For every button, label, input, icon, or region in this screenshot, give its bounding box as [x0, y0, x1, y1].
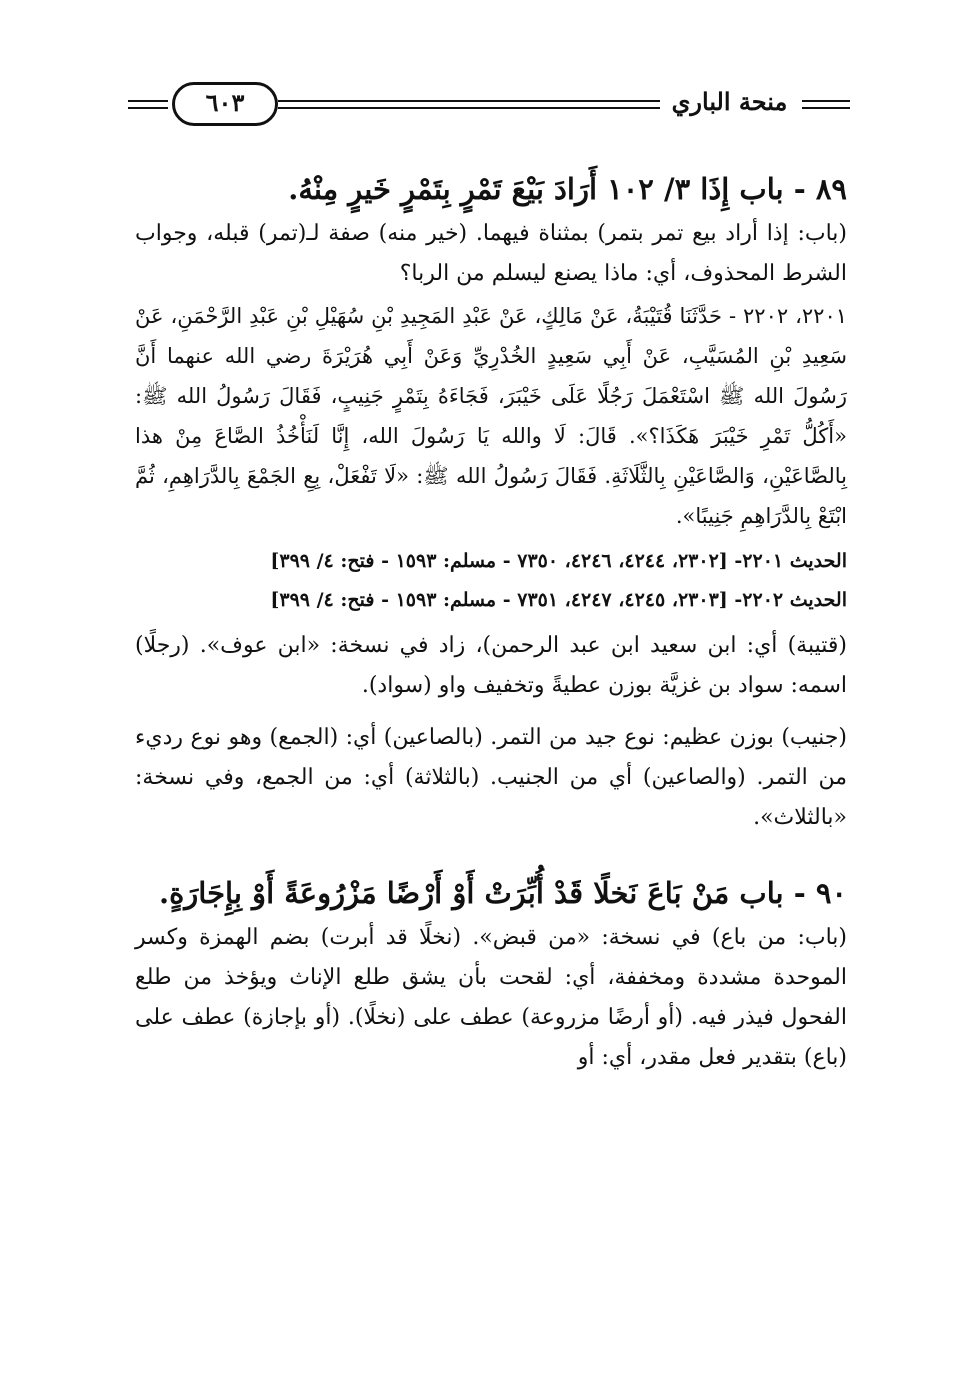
- hadith-text: ٢٢٠١، ٢٢٠٢ - حَدَّثَنَا قُتَيْبَةُ، عَنْ مَالِكٍ، عَنْ عَبْدِ المَجِيدِ بْنِ سُهَيْلِ بْنِ عَبْدِ الرَّحْمَنِ، عَنْ سَعِيدِ بْنِ المُسَيَّبِ، عَنْ أَبِي سَعِيدٍ الخُدْرِيِّ وَعَنْ أَبِي هُرَيْرَةَ رضي الله عنهما أَنَّ رَسُولَ الله ﷺ اسْتَعْمَلَ رَجُلًا عَلَى خَيْبَرَ، فَجَاءَهُ بِتَمْرٍ جَنِيبٍ، فَقَالَ رَسُولُ الله ﷺ: «أَكُلُّ تَمْرِ خَيْبَرَ هَكَذَا؟». قَالَ: لَا والله يَا رَسُولَ الله، إِنَّا لَنَأْخُذُ الصَّاعَ مِنْ هذا بِالصَّاعَيْنِ، وَالصَّاعَيْنِ بِالثَّلَاثَةِ. فَقَالَ رَسُولُ الله ﷺ: «لَا تَفْعَلْ، بِعِ الجَمْعَ بِالدَّرَاهِمِ، ثُمَّ ابْتَعْ بِالدَّرَاهِمِ جَنِيبًا».: [135, 304, 848, 528]
- section-gap: [135, 838, 847, 868]
- header-rule-left: [128, 100, 168, 109]
- header-rule-right: [802, 100, 850, 109]
- hadith-references: [135, 542, 847, 620]
- chapter-89-commentary: (باب: إذا أراد بيع تمر بتمر) بمثناة فيهما. (خير منه) صفة لـ(تمر) قبله، وجواب الشرط المحذوف، أي: ماذا يصنع ليسلم من الربا؟: [135, 221, 847, 286]
- hadith-ref-2202: الحديث ٢٢٠٢- [٢٣٠٣، ٤٢٤٥، ٤٢٤٧، ٧٣٥١ - مسلم: ١٥٩٣ - فتح: ٤/ ٣٩٩]: [270, 589, 847, 611]
- chapter-90-commentary: (باب: من باع) في نسخة: «من قبض». (نخلًا قد أبرت) بضم الهمزة وكسر الموحدة مشددة ومخففة، أي: لقحت بأن يشق طلع الإناث ويؤخذ من طلع الفحول فيذر فيه. (أو أرضًا مزروعة) عطف على (نخلًا). (أو بإجازة) عطف على (باع) بتقدير فعل مقدر، أي: أو: [135, 925, 847, 1070]
- header-rule-middle: [278, 100, 660, 109]
- hadith-ref-2201: الحديث ٢٢٠١- [٢٣٠٢، ٤٢٤٤، ٤٢٤٦، ٧٣٥٠ - مسلم: ١٥٩٣ - فتح: ٤/ ٣٩٩]: [270, 550, 847, 572]
- paragraph-gap: [135, 706, 847, 718]
- page-number: ٦٠٣: [172, 82, 278, 126]
- commentary-qutayba: (قتيبة) أي: ابن سعيد ابن عبد الرحمن)، زاد في نسخة: «ابن عوف». (رجلًا) اسمه: سواد بن غزيَّة بوزن عطيةً وتخفيف واو (سواد).: [135, 633, 847, 698]
- commentary-janib: (جنيب) بوزن عظيم: نوع جيد من التمر. (بالصاعين) أي: (الجمع) وهو نوع رديء من التمر. (والصاعين) أي من الجنيب. (بالثلاثة) أي: من الجمع، وفي نسخة: «بالثلاث».: [135, 725, 847, 830]
- chapter-heading-89: ٨٩ - باب إِذَا ٣/ ١٠٢ أَرَادَ بَيْعَ تَمْرٍ بِتَمْرٍ خَيرٍ مِنْهُ.: [288, 172, 847, 206]
- chapter-heading-90: ٩٠ - باب مَنْ بَاعَ نَخلًا قَدْ أُبِّرَتْ أَوْ أَرْضًا مَزْرُوعَةً أَوْ بِإِجَارَةٍ.: [159, 876, 847, 910]
- running-header: [128, 78, 850, 128]
- book-title: منحة الباري: [671, 87, 788, 116]
- page-body: [135, 164, 847, 1078]
